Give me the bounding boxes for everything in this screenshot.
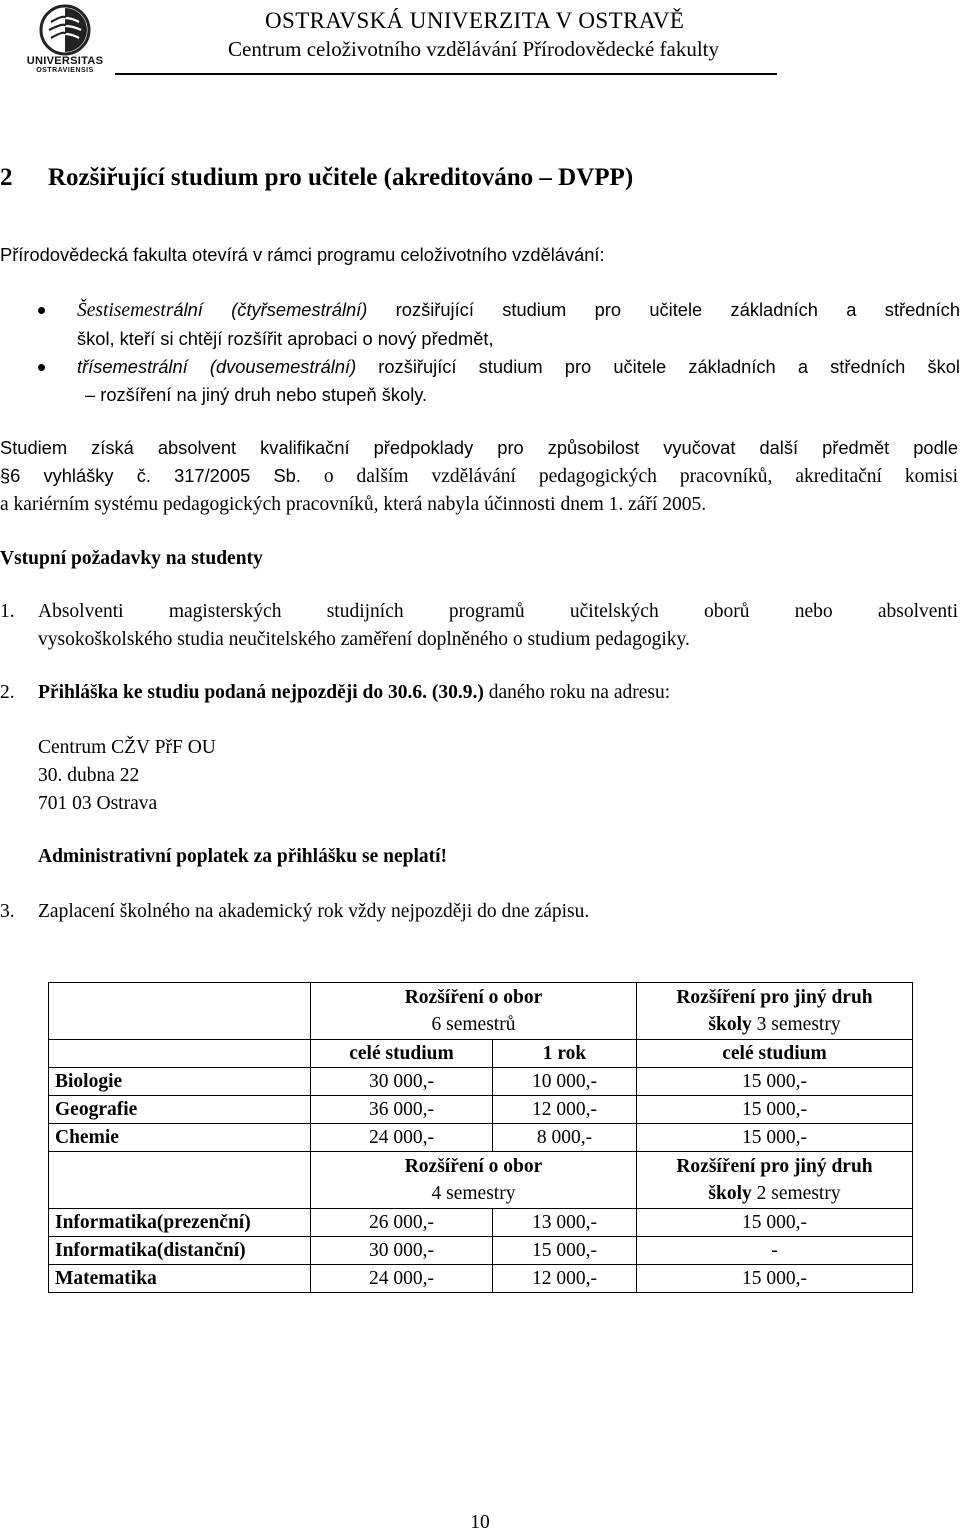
table-cell: 15 000,- — [637, 1068, 913, 1096]
postal-address — [38, 734, 216, 818]
admin-fee-note: Administrativní poplatek za přihlášku se neplatí! — [38, 846, 448, 867]
table-row — [49, 1124, 913, 1152]
section-number: 2 — [0, 164, 13, 191]
university-emblem-icon — [24, 4, 106, 58]
requirement-text: daného roku na adresu: — [483, 682, 671, 703]
subject-cell: Informatika(distanční) — [49, 1237, 311, 1265]
table-row — [49, 1237, 913, 1265]
table-header-cell — [311, 1152, 637, 1209]
table-row — [49, 1265, 913, 1293]
table-header-cell — [311, 983, 637, 1040]
table-cell — [49, 1152, 311, 1209]
requirements-heading: Vstupní požadavky na studenty — [0, 548, 263, 569]
intro-paragraph: Přírodovědecká fakulta otevírá v rámci programu celoživotního vzdělávání: — [0, 244, 605, 265]
table-cell: 24 000,- — [311, 1265, 493, 1293]
requirement-line — [0, 598, 958, 626]
table-cell: 8 000,- — [493, 1124, 637, 1152]
table-header-cell: 1 rok — [493, 1040, 637, 1068]
subject-cell: Geografie — [49, 1096, 311, 1124]
paragraph-text: o dalším vzdělávání pedagogických pracovníků, akreditační komisi — [300, 466, 958, 487]
table-cell: 13 000,- — [493, 1209, 637, 1237]
table-row — [49, 1209, 913, 1237]
table-row — [49, 1096, 913, 1124]
address-line: 701 03 Ostrava — [38, 793, 158, 814]
bullet-item-sestisemestralni — [77, 296, 960, 353]
paragraph-line — [0, 462, 958, 491]
subject-cell: Informatika(prezenční) — [49, 1209, 311, 1237]
table-cell: 36 000,- — [311, 1096, 493, 1124]
bullet-icon — [38, 307, 45, 314]
section-heading — [0, 163, 633, 193]
bullet-line — [77, 296, 960, 325]
header-center-name: Centrum celoživotního vzdělávání Přírodovědecké fakulty — [228, 37, 720, 61]
requirement-item-1 — [0, 598, 958, 654]
table-cell: 15 000,- — [637, 1124, 913, 1152]
page-number: 10 — [470, 1512, 490, 1533]
bullet-icon — [38, 364, 45, 371]
table-cell: 12 000,- — [493, 1096, 637, 1124]
bullet-line: – rozšíření na jiný druh nebo stupeň školy. — [85, 384, 428, 405]
tuition-fee-table — [48, 982, 913, 1293]
table-row — [49, 1040, 913, 1068]
bullet-item-trisemestralni — [77, 353, 960, 409]
header-text: 4 semestry — [431, 1183, 516, 1204]
requirement-item-3 — [0, 898, 589, 926]
bullet-line — [77, 353, 960, 381]
table-cell: 30 000,- — [311, 1237, 493, 1265]
table-cell: 30 000,- — [311, 1068, 493, 1096]
table-cell: 15 000,- — [637, 1209, 913, 1237]
section-title: Rozšiřující studium pro učitele (akreditováno – DVPP) — [48, 164, 634, 191]
header-bold-text: školy — [708, 1014, 752, 1035]
table-row — [49, 1068, 913, 1096]
requirement-number: 1. — [0, 601, 15, 622]
table-cell: 15 000,- — [637, 1096, 913, 1124]
header-bold-text: Rozšíření pro jiný druh — [676, 1156, 873, 1177]
header-university-name: OSTRAVSKÁ UNIVERZITA V OSTRAVĚ — [265, 8, 685, 33]
paragraph-line: a kariérním systému pedagogických pracovníků, která nabyla účinnosti dnem 1. září 2005. — [0, 494, 707, 515]
header-bold-text: školy — [708, 1183, 752, 1204]
table-cell — [49, 983, 311, 1040]
bullet-line: škol, kteří si chtějí rozšířit aprobaci o nový předmět, — [77, 328, 494, 349]
regulation-reference: §6 vyhlášky č. 317/2005 Sb. — [0, 465, 301, 486]
header-bold-text: Rozšíření o obor — [404, 987, 543, 1008]
qualification-paragraph — [0, 434, 958, 519]
table-row — [49, 983, 913, 1040]
header-text: 2 semestry — [751, 1183, 841, 1204]
table-cell: 26 000,- — [311, 1209, 493, 1237]
requirement-text: Absolventi magisterských studijních programů učitelských oborů nebo absolventi — [38, 601, 958, 622]
requirement-item-2 — [0, 679, 670, 707]
table-cell: 15 000,- — [637, 1265, 913, 1293]
table-cell: 15 000,- — [493, 1237, 637, 1265]
logo-wordmark: UNIVERSITAS — [26, 55, 104, 67]
requirement-number: 3. — [0, 901, 15, 922]
bullet-italic: ální (čtyřsemestrální) — [173, 299, 368, 320]
table-cell: 10 000,- — [493, 1068, 637, 1096]
requirement-line: vysokoškolského studia neučitelského zaměření doplněného o studium pedagogiky. — [38, 629, 690, 650]
requirement-number: 2. — [0, 682, 15, 703]
address-line: 30. dubna 22 — [38, 765, 140, 786]
bullet-italic-serif: Šestisemestr — [77, 300, 174, 321]
table-header-cell: celé studium — [637, 1040, 913, 1068]
table-cell: 24 000,- — [311, 1124, 493, 1152]
bullet-text: rozšiřující studium pro učitele základních a středních — [367, 299, 960, 320]
bullet-text: rozšiřující studium pro učitele základních a středních škol — [356, 356, 960, 377]
subject-cell: Chemie — [49, 1124, 311, 1152]
requirement-text: Zaplacení školného na akademický rok vždy nejpozději do dne zápisu. — [38, 901, 590, 922]
header-text: 3 semestry — [751, 1014, 841, 1035]
subject-cell: Biologie — [49, 1068, 311, 1096]
header-bold-text: Rozšíření o obor — [404, 1156, 543, 1177]
logo-subtext: OSTRAVIENSIS — [36, 67, 94, 74]
paragraph-line: Studiem získá absolvent kvalifikační předpoklady pro způsobilost vyučovat další předmět podle — [0, 437, 958, 458]
table-cell: - — [637, 1237, 913, 1265]
table-row — [49, 1152, 913, 1209]
table-header-cell — [637, 983, 913, 1040]
table-header-cell — [637, 1152, 913, 1209]
header-divider — [115, 73, 777, 75]
table-cell: 12 000,- — [493, 1265, 637, 1293]
bullet-italic: třísemestrální (dvousemestrální) — [77, 356, 357, 377]
address-line: Centrum CŽV PřF OU — [38, 737, 216, 758]
table-header-cell: celé studium — [311, 1040, 493, 1068]
application-deadline: Přihláška ke studiu podaná nejpozději do 30.6. (30.9.) — [38, 682, 484, 703]
header-bold-text: Rozšíření pro jiný druh — [676, 987, 873, 1008]
table-cell — [49, 1040, 311, 1068]
header-text: 6 semestrů — [431, 1014, 516, 1035]
subject-cell: Matematika — [49, 1265, 311, 1293]
